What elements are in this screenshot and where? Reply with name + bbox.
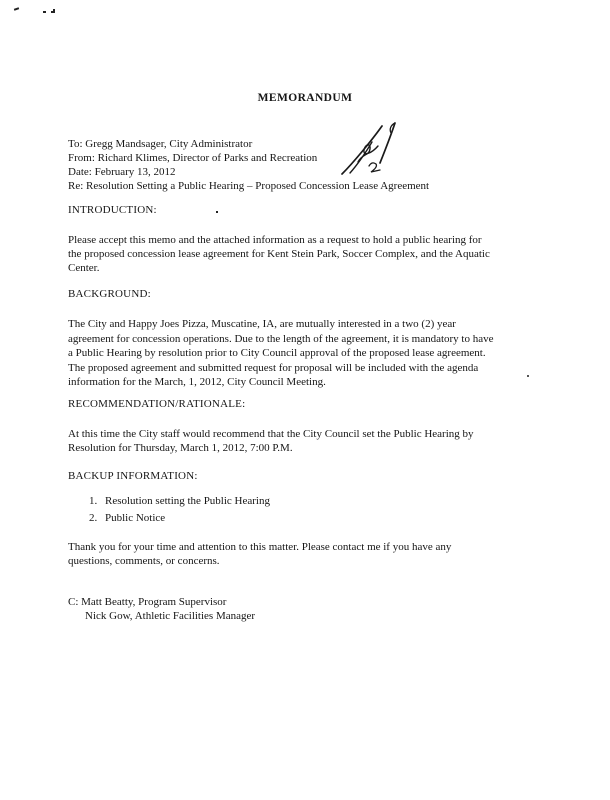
- list-item-text: Public Notice: [105, 512, 166, 524]
- scan-artifact: [43, 11, 46, 13]
- list-item: [89, 494, 270, 508]
- recommendation-paragraph: [68, 427, 560, 455]
- text-line: Please accept this memo and the attached information as a request to hold a public hearing for: [68, 234, 482, 246]
- cc-block: [68, 595, 255, 623]
- text-line: information for the March, 1, 2012, City Council Meeting.: [68, 376, 326, 388]
- text-line: agreement for concession operations. Due to the length of the agreement, it is mandatory to have: [68, 332, 494, 345]
- memo-title: MEMORANDUM: [257, 92, 353, 104]
- backup-information-list: [89, 494, 270, 525]
- closing-paragraph: [68, 540, 560, 568]
- text-line: a Public Hearing by resolution prior to City Council approval of the proposed lease agreement.: [68, 347, 486, 359]
- text-line: The proposed agreement and submitted request for proposal will be included with the agenda: [68, 361, 479, 374]
- memo-to-line: To: Gregg Mandsager, City Administrator: [68, 138, 253, 150]
- list-item-text: Resolution setting the Public Hearing: [105, 495, 270, 507]
- section-heading-background: BACKGROUND:: [68, 288, 151, 300]
- memo-header-block: [68, 137, 568, 193]
- scan-artifact: [14, 7, 19, 10]
- section-heading-backup-information: BACKUP INFORMATION:: [68, 470, 198, 482]
- scan-artifact: [51, 11, 54, 13]
- memo-from-line: From: Richard Klimes, Director of Parks and Recreation: [68, 152, 318, 164]
- list-item-number: 1.: [89, 495, 98, 507]
- section-heading-introduction: INTRODUCTION:: [68, 204, 157, 216]
- cc-line: Nick Gow, Athletic Facilities Manager: [85, 610, 256, 622]
- section-heading-recommendation: RECOMMENDATION/RATIONALE:: [68, 398, 246, 410]
- background-paragraph: [68, 317, 560, 390]
- cc-line: C: Matt Beatty, Program Supervisor: [68, 596, 227, 608]
- list-item-number: 2.: [89, 512, 98, 524]
- memo-re-line: Re: Resolution Setting a Public Hearing – Proposed Concession Lease Agreement: [68, 180, 430, 192]
- introduction-paragraph: [68, 233, 560, 275]
- text-line: questions, comments, or concerns.: [68, 555, 220, 567]
- text-line: The City and Happy Joes Pizza, Muscatine, IA, are mutually interested in a two (2) year: [68, 318, 456, 330]
- text-line: At this time the City staff would recommend that the City Council set the Public Hearing by: [68, 428, 474, 440]
- text-line: Thank you for your time and attention to this matter. Please contact me if you have any: [68, 541, 452, 553]
- text-line: Resolution for Thursday, March 1, 2012, 7:00 P.M.: [68, 442, 293, 454]
- list-item: [89, 511, 270, 525]
- memo-date-line: Date: February 13, 2012: [68, 166, 176, 178]
- text-line: Center.: [68, 262, 100, 274]
- signature-scribble-icon: [338, 118, 404, 182]
- text-line: the proposed concession lease agreement for Kent Stein Park, Soccer Complex, and the Aquatic: [68, 248, 490, 260]
- scan-artifact: [216, 211, 218, 213]
